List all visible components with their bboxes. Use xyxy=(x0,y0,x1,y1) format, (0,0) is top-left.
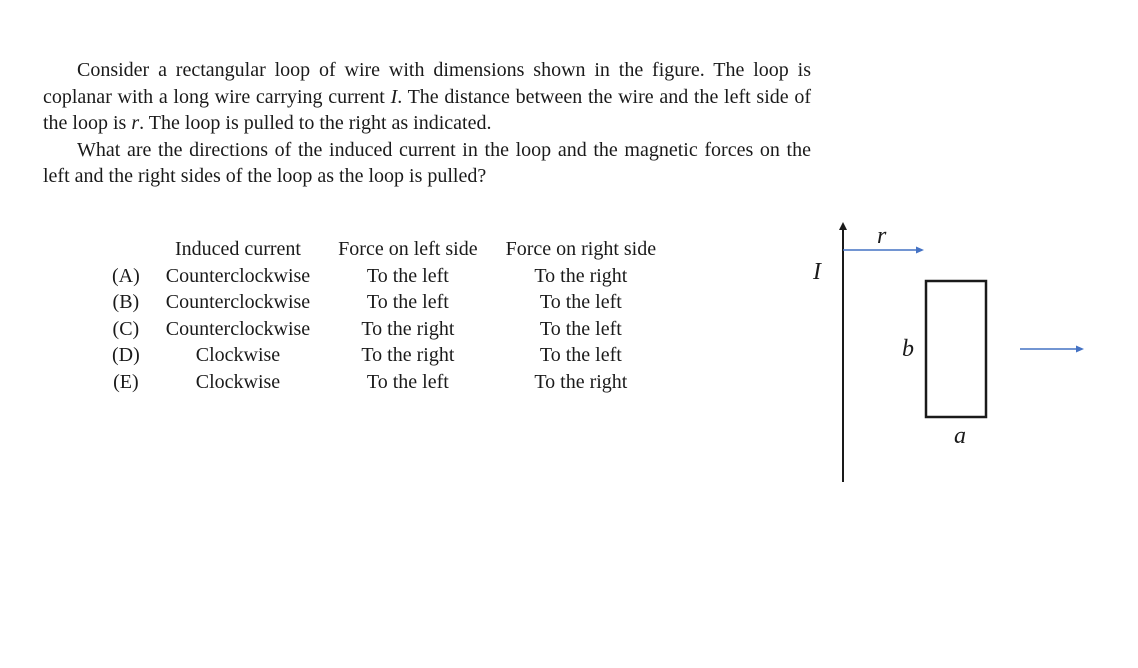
loop-diagram xyxy=(800,210,1120,500)
table-header-row xyxy=(104,236,670,263)
problem-text-1b: . The distance between the wire and the left side of the loop is xyxy=(43,85,811,135)
problem-text-1a: Consider a rectangular loop of wire with dimensions shown in the figure. The loop is coplanar with a long wire carrying current xyxy=(43,59,811,108)
height-label: b xyxy=(902,336,914,362)
loop-figure xyxy=(800,210,1120,500)
table-row xyxy=(104,369,670,396)
cell-induced-current: Counterclockwise xyxy=(165,264,311,287)
cell-force-left: To the right xyxy=(361,344,455,367)
width-label: a xyxy=(954,423,966,449)
wire-loop xyxy=(926,281,986,417)
table-row xyxy=(104,316,670,343)
table-row xyxy=(104,289,670,316)
answer-choices-table xyxy=(104,236,670,396)
table-row xyxy=(104,342,670,369)
cell-force-left: To the left xyxy=(366,370,449,393)
cell-force-right: To the left xyxy=(539,291,622,314)
distance-label: r xyxy=(877,223,887,249)
header-force-right: Force on right side xyxy=(505,238,657,260)
header-force-left: Force on left side xyxy=(338,238,478,260)
cell-induced-current: Counterclockwise xyxy=(165,291,311,314)
cell-induced-current: Clockwise xyxy=(195,370,281,393)
table-row xyxy=(104,263,670,290)
choice-letter: (C) xyxy=(112,317,140,340)
problem-paragraph-2: What are the directions of the induced current in the loop and the magnetic forces on the left and the right sides of the loop as the loop is pulled? xyxy=(43,138,811,188)
header-induced-current: Induced current xyxy=(174,238,301,260)
header-letter xyxy=(104,236,152,263)
choice-letter: (B) xyxy=(112,291,140,314)
problem-paragraph-1 xyxy=(43,57,811,137)
cell-force-left: To the right xyxy=(361,317,455,340)
current-label: I xyxy=(813,259,821,285)
cell-induced-current: Counterclockwise xyxy=(165,317,311,340)
current-variable: I xyxy=(390,85,398,108)
problem-text-1c: . The loop is pulled to the right as indicated. xyxy=(139,112,492,135)
distance-variable: r xyxy=(131,112,140,135)
problem-statement xyxy=(43,57,811,190)
cell-force-right: To the left xyxy=(539,344,622,367)
cell-induced-current: Clockwise xyxy=(195,344,281,367)
cell-force-right: To the right xyxy=(534,370,628,393)
cell-force-right: To the left xyxy=(539,317,622,340)
choice-letter: (D) xyxy=(112,344,140,367)
cell-force-left: To the left xyxy=(366,291,449,314)
choice-letter: (E) xyxy=(113,370,139,393)
cell-force-left: To the left xyxy=(366,264,449,287)
cell-force-right: To the right xyxy=(534,264,628,287)
choice-letter: (A) xyxy=(112,264,140,287)
